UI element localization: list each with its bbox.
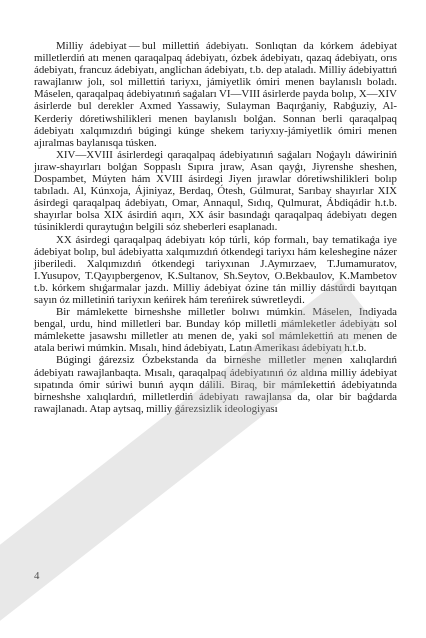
paragraph-14-18-centuries: XIV—XVIII ásirlerdegi qaraqalpaq ádebiyatınıń saǵaları Noǵaylı dáwiriniń jıraw-shayırları bolǵan Soppaslı Sıpıra jıraw, Asan qayǵı, Jiyrenshe sheshen, Dospambet, Múyten hám XVIII ásirdegi Jiyen jırawlar dóretiwshilikleri bolıp tabıladı. Al, Kúnxoja, Ájiniyaz, Berdaq, Ótesh, Gúlmurat, Sarıbay shayırlar XIX ásirdegi qaraqalpaq ádebiyatı, Omar, Annaqul, Sıdıq, Qulmurat, Ábdiqádir h.t.b. shayırlar bolsa XIX ásirdiń aqırı, XX ásir basındaǵı qaraqalpaq ádebiyatı degen túsiniklerdi quraytuǵın belgili sóz sheberleri esaplanadı. [34, 148, 397, 234]
page-body [34, 40, 397, 415]
paragraph-multinational-states: Bir mámlekette birneshshe milletler bolıwı múmkin. Máselen, Indiyada bengal, urdu, hind milletleri bar. Bunday kóp milletli mámleketler ádebiyatı sol mámlekette jasawshı milletler atı menen de, yaki sol mámlekettiń atı menen de atala beriwi múmkin. Mısalı, hind ádebiyatı, Latın Amerikası ádebiyatı h.t.b. [34, 306, 397, 355]
paragraph-20th-century: XX ásirdegi qaraqalpaq ádebiyatı kóp túrli, kóp formalı, bay tematikaǵa iye ádebiyat bolıp, bul ádebiyatta xalqımızdıń ótkendegi tariyxı hám keleshegine názer jiberiledi. Xalqımızdıń ótkendegi tariyxınan J.Aymırzaev, T.Jumamuratov, I.Yusupov, T.Qayıpbergenov, K.Sultanov, Sh.Seytov, O.Bekbaulov, K.Mambetov t.b. kórkem shıǵarmalar jazdı. Milliy ádebiyat ózine tán milliy dástúrdi bayıtqan sayın óz milletiniń tariyxın keńirek hám tereńirek súwretleydi. [34, 233, 397, 306]
paragraph-national-literature: Milliy ádebiyat — bul millettiń ádebiyatı. Sonlıqtan da kórkem ádebiyat milletlerdiń atı menen qaraqalpaq ádebiyatı, ózbek ádebiyatı, qazaq ádebiyatı, orıs ádebiyatı, francuz ádebiyatı, anglichan ádebiyatı, t.b. dep ataladı. Milliy ádebiyattıń rawajlanıw jolı, sol millettiń tariyxı, jámiyetlik ómiri menen baylanıslı boladı. Máselen, qaraqalpaq ádebiyatınıń saǵaları VI—VIII ásirlerde payda bolıp, X—XIV ásirlerde bul derekler Axmed Yassawiy, Sulayman Baqırǵaniy, Rabǵuziy, Al-Kerderiy dóretiwshilikleri menen baylanıslı bolǵan. Sonnan berli qaraqalpaq ádebiyatı xalqımızdıń búgingi kúnge shekem tariyxıy-jámiyetlik ómiri menen ajıralmas baylanısqa túsken. [34, 40, 397, 149]
page-number: 4 [34, 570, 40, 582]
paragraph-independent-uzbekistan: Búgingi ǵárezsiz Ózbekstanda da birneshe milletler menen xalıqlardıń ádebiyatı rawajlanbaqta. Mısalı, qaraqalpaq ádebiyatınıń óz aldına milliy ádebiyat sıpatında ómir súriwi bunıń ayqın dálili. Biraq, bir mámlekettiń ádebiyatında birneshshe xalıqlardıń, milletlerdiń ádebiyatı rawajlansa da, olar bir baǵdarda rawajlanadı. Atap aytsaq, milliy ǵárezsizlik ideologiyası [34, 354, 397, 415]
